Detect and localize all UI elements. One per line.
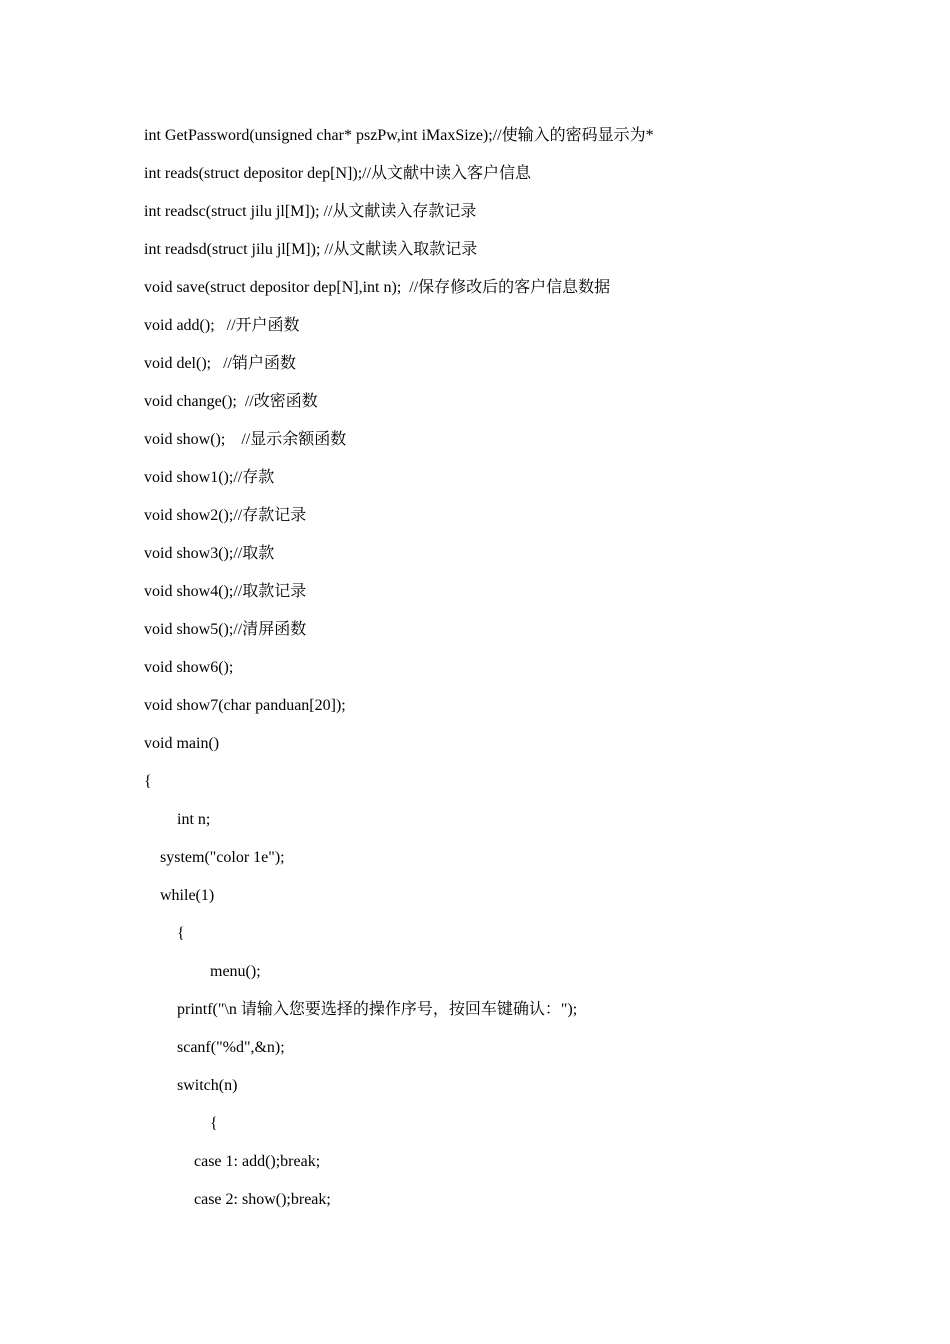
code-line: void show5();//清屏函数 (144, 621, 307, 638)
code-line: printf("\n 请输入您要选择的操作序号，按回车键确认："); (177, 1001, 578, 1018)
code-line: void show4();//取款记录 (144, 583, 307, 600)
code-line: void del(); //销户函数 (144, 355, 296, 372)
code-line: int readsc(struct jilu jl[M]); //从文献读入存款记录 (144, 203, 477, 220)
code-line: menu(); (210, 963, 261, 980)
code-line: system("color 1e"); (160, 849, 285, 866)
code-line: { (177, 925, 185, 942)
code-line: while(1) (160, 887, 215, 904)
code-line: { (144, 773, 152, 790)
code-line: int n; (177, 811, 211, 828)
code-line: { (210, 1115, 218, 1132)
code-listing (144, 124, 904, 1226)
code-line: void save(struct depositor dep[N],int n); //保存修改后的客户信息数据 (144, 279, 611, 296)
code-line: void show7(char panduan[20]); (144, 697, 346, 714)
code-line: case 1: add();break; (194, 1153, 321, 1170)
code-line: switch(n) (177, 1077, 238, 1094)
code-line: void show3();//取款 (144, 545, 275, 562)
code-line: void change(); //改密函数 (144, 393, 318, 410)
code-line: void show(); //显示余额函数 (144, 431, 347, 448)
code-line: void show6(); (144, 659, 234, 676)
code-line: scanf("%d",&n); (177, 1039, 285, 1056)
code-line: void main() (144, 735, 220, 752)
code-line: void add(); //开户函数 (144, 317, 300, 334)
code-line: int readsd(struct jilu jl[M]); //从文献读入取款记录 (144, 241, 478, 258)
code-line: int reads(struct depositor dep[N]);//从文献中读入客户信息 (144, 165, 532, 182)
code-line: void show2();//存款记录 (144, 507, 307, 524)
code-line: case 2: show();break; (194, 1191, 331, 1208)
code-line: int GetPassword(unsigned char* pszPw,int iMaxSize);//使输入的密码显示为* (144, 127, 654, 144)
code-line: void show1();//存款 (144, 469, 275, 486)
